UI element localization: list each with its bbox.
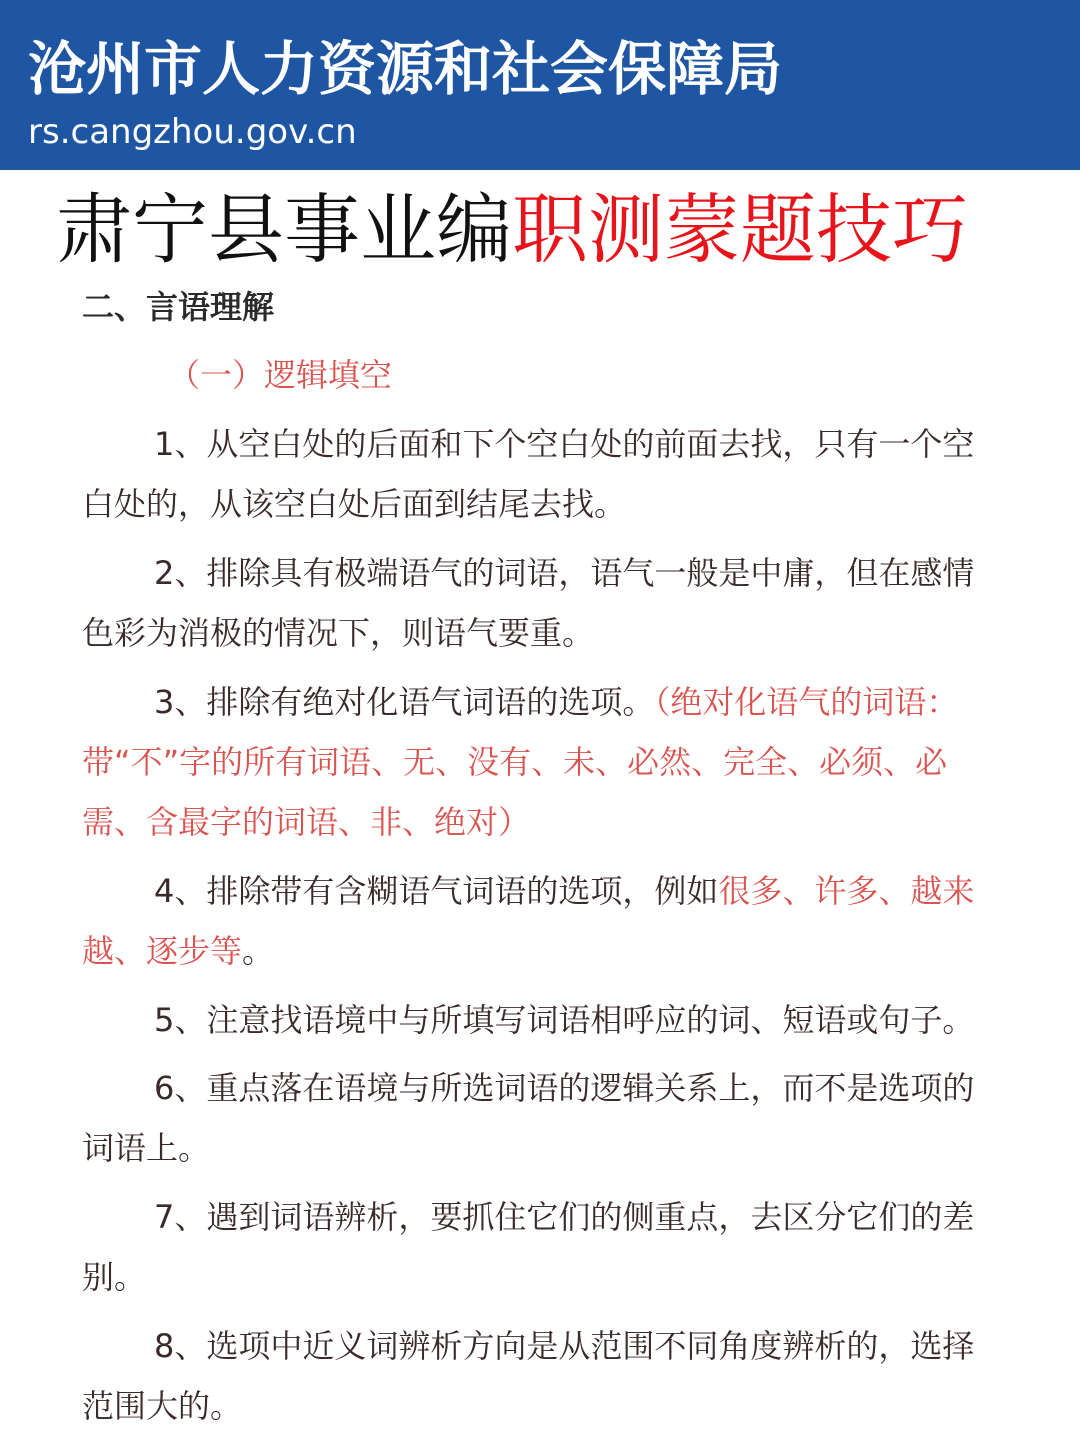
page-title [56,182,968,278]
list-item-5 [82,990,982,1050]
item-text: 6、重点落在语境与所选词语的逻辑关系上，而不是选项的词语上。 [82,1069,975,1167]
item-text: 8、选项中近义词辨析方向是从范围不同角度辨析的，选择范围大的。 [82,1327,975,1425]
list-item-7 [82,1187,982,1307]
list-item-6 [82,1058,982,1178]
site-header [0,0,1080,170]
list-item-1 [82,414,982,534]
item-text: 1、从空白处的后面和下个空白处的前面去找，只有一个空白处的，从该空白处后面到结尾去找。 [82,425,975,523]
list-item-3 [82,672,982,852]
item-text: 4、排除带有含糊语气词语的选项，例如 [154,872,719,910]
section-heading: 二、言语理解 [82,288,275,326]
list-item-4 [82,861,982,981]
organization-name: 沧州市人力资源和社会保障局 [28,35,783,103]
list-item-8 [82,1316,982,1436]
item-tail: 。 [242,932,275,970]
list-item-2 [82,543,982,663]
item-text: 7、遇到词语辨析，要抓住它们的侧重点，去区分它们的差别。 [82,1198,975,1296]
item-text: 2、排除具有极端语气的词语，语气一般是中庸，但在感情色彩为消极的情况下，则语气要重。 [82,554,975,652]
item-text: 5、注意找语境中与所填写词语相呼应的词、短语或句子。 [154,1001,975,1039]
title-black-part: 肃宁县事业编 [56,185,512,274]
item-highlight: （绝对化语气的词语：带“不”字的所有词语、无、没有、未、必然、完全、必须、必需、含最字的词语、非、绝对） [82,683,959,841]
section-subheading: （一）逻辑填空 [168,356,393,394]
site-url: rs.cangzhou.gov.cn [28,112,357,152]
item-text: 3、排除有绝对化语气词语的选项。 [154,683,655,721]
item-highlight: 很多、许多、越来越、逐步等 [82,872,975,970]
title-red-part: 职测蒙题技巧 [512,185,968,274]
